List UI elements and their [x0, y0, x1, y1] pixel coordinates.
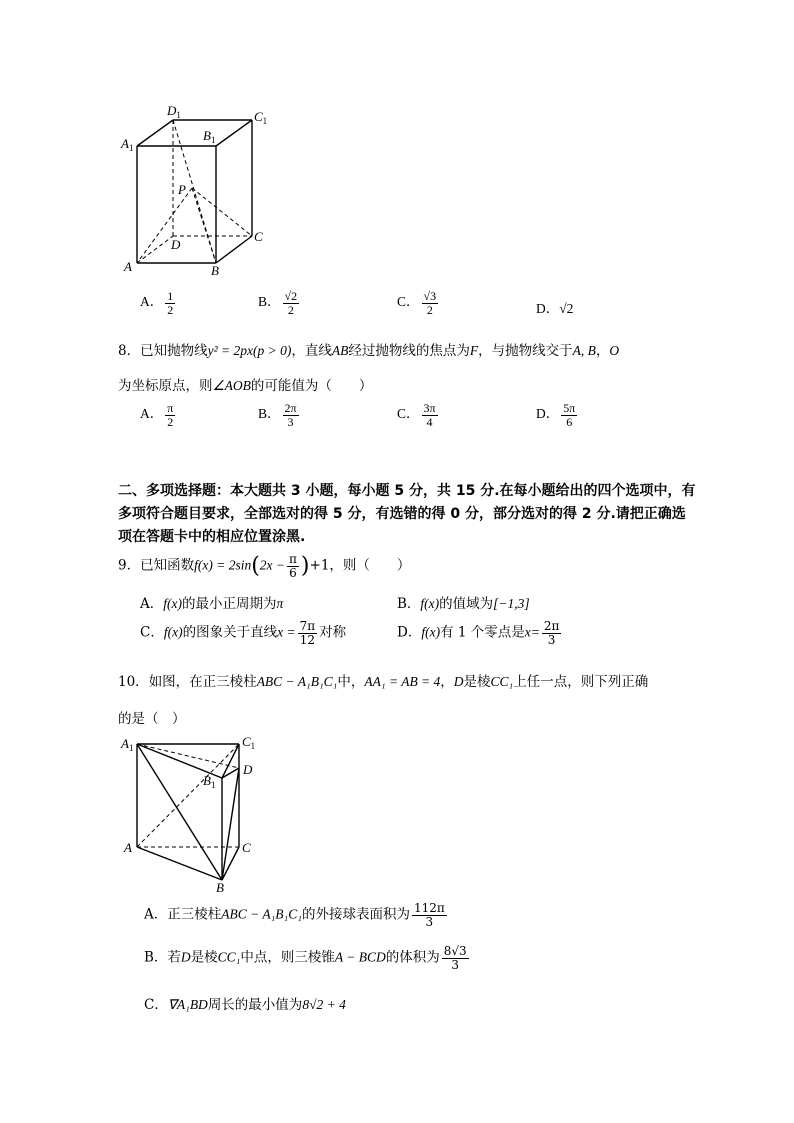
- q8-stem-line1: 8．已知抛物线y² = 2px(p > 0)，直线AB经过抛物线的焦点为F，与抛物线交于A, B，O: [118, 343, 620, 359]
- q10-option-a: A．正三棱柱ABC − A₁B₁C₁的外接球表面积为 $\frac{112\pi}{3}$: [144, 901, 445, 929]
- label-c1-prism: $C_1$: [242, 734, 256, 751]
- figure-cube: [115, 100, 285, 280]
- q8-stem-line2: 为坐标原点，则∠AOB的可能值为（ ）: [118, 378, 373, 394]
- q9-option-a: A．f(x)的最小正周期为π: [140, 596, 284, 612]
- figure-prism: [115, 730, 275, 895]
- label-d1: $D_1$: [167, 103, 181, 120]
- label-b: B: [211, 263, 219, 278]
- label-a: A: [124, 259, 132, 274]
- label-b-prism: B: [216, 880, 224, 895]
- q8-option-d: D． $\frac{5\pi}{6}$: [536, 401, 576, 429]
- q8-option-b: B． $\frac{2\pi}{3}$: [258, 401, 297, 429]
- q7-option-d: D．√2: [536, 301, 574, 316]
- label-p: P: [178, 182, 186, 197]
- q8-option-a: A． $\frac{\pi}{2}$: [140, 401, 174, 429]
- label-d-prism: D: [243, 762, 253, 777]
- label-b1-prism: $B_1$: [203, 773, 216, 790]
- label-c-prism: C: [242, 840, 251, 855]
- label-a1-prism: $A_1$: [121, 736, 134, 753]
- q7-option-b: B． $\frac{√2}{2}$: [258, 289, 298, 317]
- q9-option-c: C．f(x)的图象关于直线x = $\frac{7\pi}{12}$ 对称: [140, 619, 347, 647]
- label-a1: $A_1$: [121, 136, 134, 153]
- q9-stem: 9．已知函数f(x) = 2sin(2x − $\frac{\pi}{6}$ )+1，则（ ）: [118, 552, 411, 580]
- label-d: D: [171, 237, 181, 252]
- q10-stem-line2: 的是（ ）: [118, 711, 186, 727]
- q7-option-a: A． $\frac{1}{2}$: [140, 289, 174, 317]
- label-a-prism: A: [124, 840, 132, 855]
- label-c1: $C_1$: [254, 109, 268, 126]
- q10-option-b: B．若D是棱CC₁中点，则三棱锥A − BCD的体积为 $\frac{8√3}{3}$: [144, 944, 467, 972]
- label-b1: $B_1$: [203, 128, 216, 145]
- q9-option-d: D．f(x)有 1 个零点是x= $\frac{2\pi}{3}$: [397, 619, 560, 647]
- q10-option-c: C．∇A₁BD周长的最小值为8√2 + 4: [144, 997, 346, 1013]
- label-c: C: [254, 229, 263, 244]
- q10-stem-line1: 10．如图，在正三棱柱ABC − A₁B₁C₁中，AA₁ = AB = 4，D是棱CC₁上任一点，则下列正确: [118, 674, 649, 690]
- section-2-heading: 二、多项选择题：本大题共 3 小题，每小题 5 分，共 15 分.在每小题给出的四个选项中，有多项符合题目要求，全部选对的得 5 分，有选错的得 0 分，部分选对的得 2 分.请把正确选项在答题卡中的相应位置涂黑.: [118, 483, 696, 545]
- q7-option-c: C． $\frac{√3}{2}$: [397, 289, 437, 317]
- q8-option-c: C． $\frac{3\pi}{4}$: [397, 401, 436, 429]
- q9-option-b: B．f(x)的值域为[−1,3]: [397, 596, 530, 612]
